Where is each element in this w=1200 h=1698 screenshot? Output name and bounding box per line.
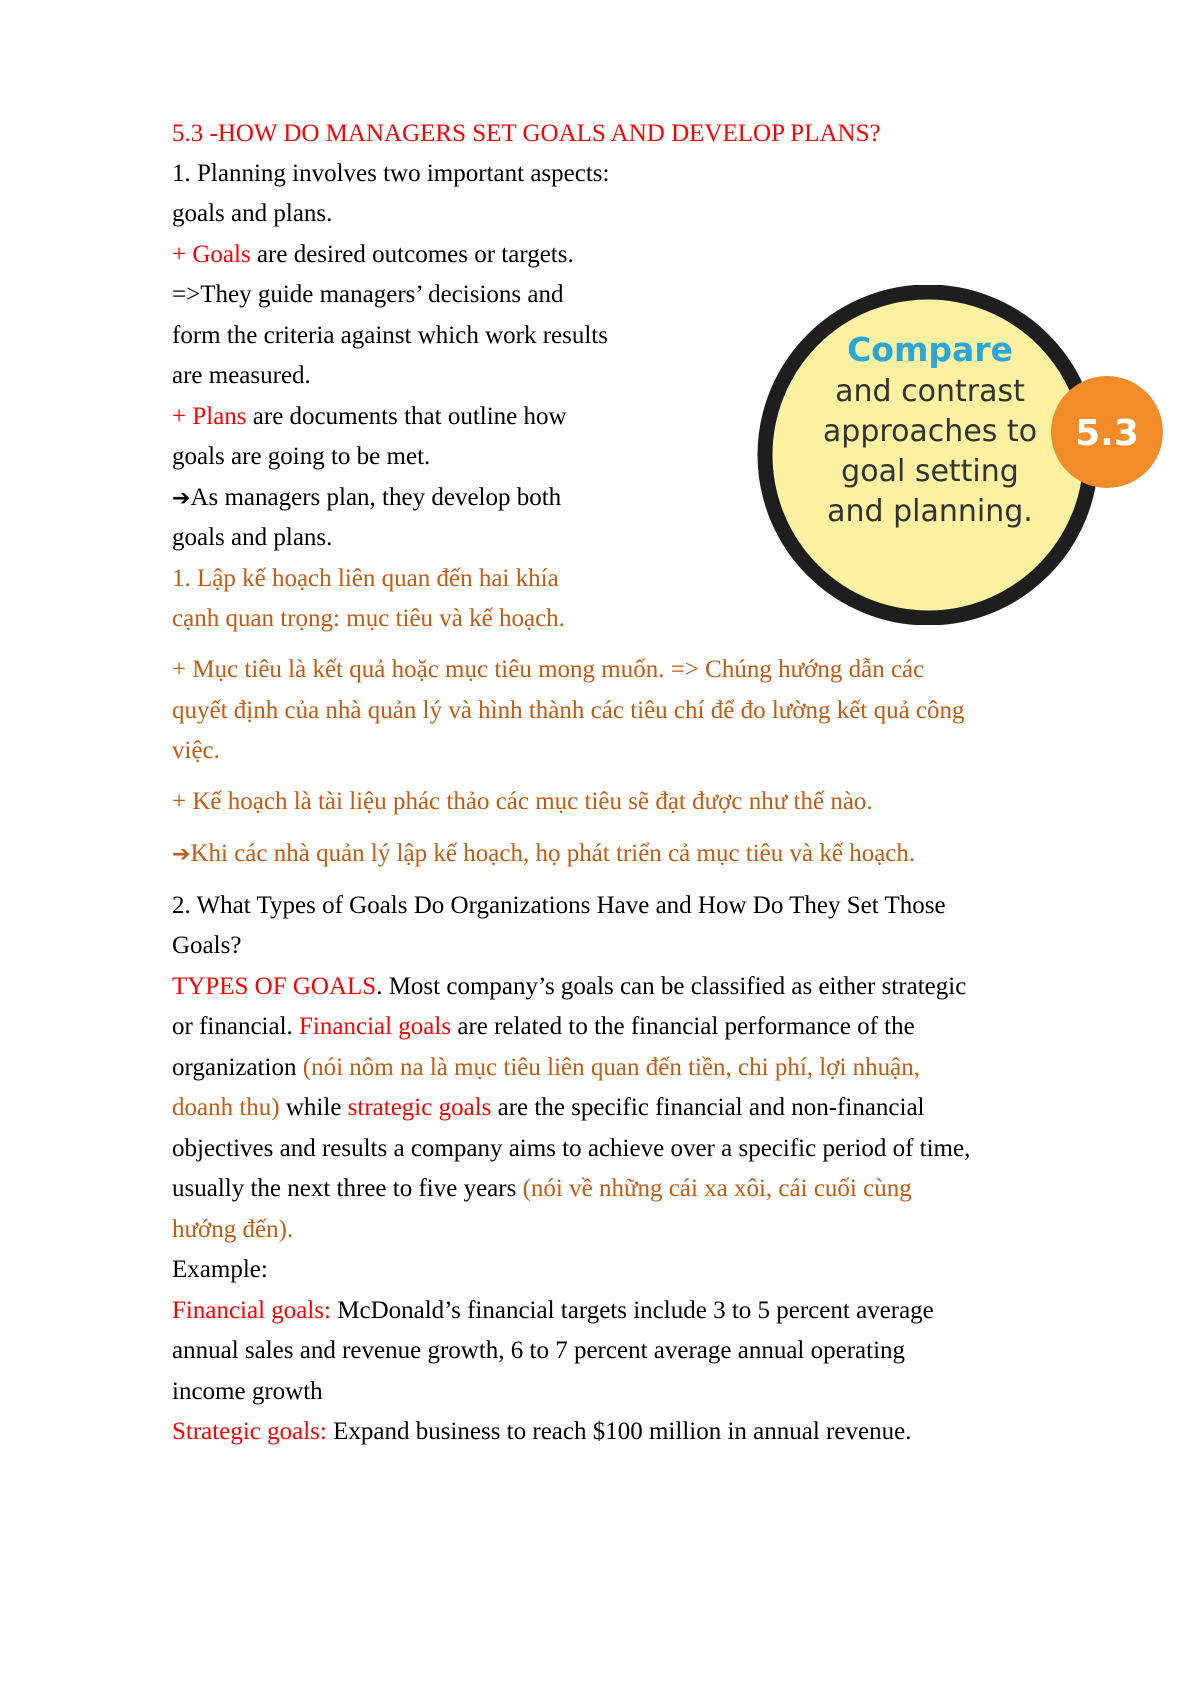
- financial-goals-text: are related to the financial performance of the: [451, 1013, 915, 1040]
- section-heading: 5.3 -HOW DO MANAGERS SET GOALS AND DEVELOP PLANS?: [172, 120, 881, 147]
- vi-strategic-note: (nói về những cái xa xôi, cái cuối cùng: [522, 1175, 912, 1202]
- vi-managers-line: [172, 832, 915, 877]
- usually-line: [172, 1167, 912, 1211]
- vi-planning-line2: cạnh quan trọng: mục tiêu và kế hoạch.: [172, 605, 565, 632]
- example-label: Example:: [172, 1256, 268, 1283]
- planning-intro-line1: 1. Planning involves two important aspects:: [172, 160, 610, 187]
- vi-financial-note: (nói nôm na là mục tiêu liên quan đến tiền, chi phí, lợi nhuận,: [302, 1054, 920, 1081]
- badge-line5: and planning.: [827, 494, 1033, 529]
- goals-guide-line1: =>They guide managers’ decisions and: [172, 281, 564, 308]
- arrow-right-icon: ➔: [172, 486, 191, 511]
- vi-planning-line1: 1. Lập kế hoạch liên quan đến hai khía: [172, 565, 559, 592]
- example-financial-line2: annual sales and revenue growth, 6 to 7 percent average annual operating: [172, 1337, 906, 1364]
- while-text: while: [279, 1094, 348, 1121]
- as-managers-plan-line2: goals and plans.: [172, 524, 333, 551]
- example-strategic-label: Strategic goals:: [172, 1418, 327, 1445]
- financial-goals-line: [172, 1005, 915, 1049]
- example-strategic-text: Expand business to reach $100 million in annual revenue.: [326, 1418, 912, 1445]
- as-managers-plan: [172, 476, 561, 521]
- vi-goals-line2: quyết định của nhà quản lý và hình thành các tiêu chí để đo lường kết quả công: [172, 697, 965, 724]
- strategic-goals-line: [172, 1086, 925, 1130]
- example-financial-line3: income growth: [172, 1378, 323, 1405]
- types-of-goals-text: . Most company’s goals can be classified as either strategic: [376, 973, 967, 1000]
- goals-label: + Goals: [172, 241, 251, 268]
- vi-goals-line1: + Mục tiêu là kết quả hoặc mục tiêu mong muốn. => Chúng hướng dẫn các: [172, 656, 925, 683]
- planning-intro-line2: goals and plans.: [172, 200, 333, 227]
- usually-text: usually the next three to five years: [172, 1175, 523, 1202]
- plans-definition-line2: goals are going to be met.: [172, 443, 431, 470]
- plans-definition: [172, 395, 567, 439]
- as-managers-plan-text: As managers plan, they develop both: [190, 484, 562, 511]
- learning-objective-badge: [745, 285, 1175, 625]
- badge-line2: and contrast: [835, 374, 1025, 409]
- plans-definition-text: are documents that outline how: [246, 403, 567, 430]
- types-question-line2: Goals?: [172, 932, 242, 959]
- vi-goals-line3: việc.: [172, 737, 220, 764]
- vi-strategic-note-end: hướng đến).: [172, 1216, 294, 1243]
- types-question-line1: 2. What Types of Goals Do Organizations Have and How Do They Set Those: [172, 892, 946, 919]
- arrow-right-icon: ➔: [172, 842, 191, 867]
- goals-definition-text: are desired outcomes or targets.: [250, 241, 574, 268]
- example-financial-line1: [172, 1289, 934, 1333]
- badge-line1: Compare: [847, 330, 1013, 369]
- strategic-goals-label: strategic goals: [347, 1094, 492, 1121]
- strategic-goals-text: are the specific financial and non-financial: [491, 1094, 925, 1121]
- vi-financial-note-end: doanh thu): [172, 1094, 280, 1121]
- example-financial-label: Financial goals:: [172, 1297, 331, 1324]
- types-of-goals-line: [172, 965, 966, 1009]
- organization-line: [172, 1046, 920, 1090]
- vi-plans-line: + Kế hoạch là tài liệu phác thảo các mục tiêu sẽ đạt được như thế nào.: [172, 788, 873, 815]
- goals-guide-line2: form the criteria against which work results: [172, 322, 608, 349]
- or-financial-text: or financial.: [172, 1013, 300, 1040]
- goals-guide-line3: are measured.: [172, 362, 311, 389]
- badge-line4: goal setting: [841, 454, 1019, 489]
- types-of-goals-label: TYPES OF GOALS: [172, 973, 377, 1000]
- objectives-line: objectives and results a company aims to achieve over a specific period of time,: [172, 1135, 971, 1162]
- badge-number: 5.3: [1075, 413, 1139, 454]
- organization-text: organization: [172, 1054, 303, 1081]
- goals-definition: [172, 233, 574, 277]
- plans-label: + Plans: [172, 403, 247, 430]
- vi-managers-text: Khi các nhà quản lý lập kế hoạch, họ phát triển cả mục tiêu và kế hoạch.: [190, 840, 916, 867]
- example-strategic-line: [172, 1410, 911, 1454]
- financial-goals-label: Financial goals: [299, 1013, 452, 1040]
- example-financial-text: McDonald’s financial targets include 3 to 5 percent average: [331, 1297, 934, 1324]
- badge-line3: approaches to: [822, 414, 1038, 449]
